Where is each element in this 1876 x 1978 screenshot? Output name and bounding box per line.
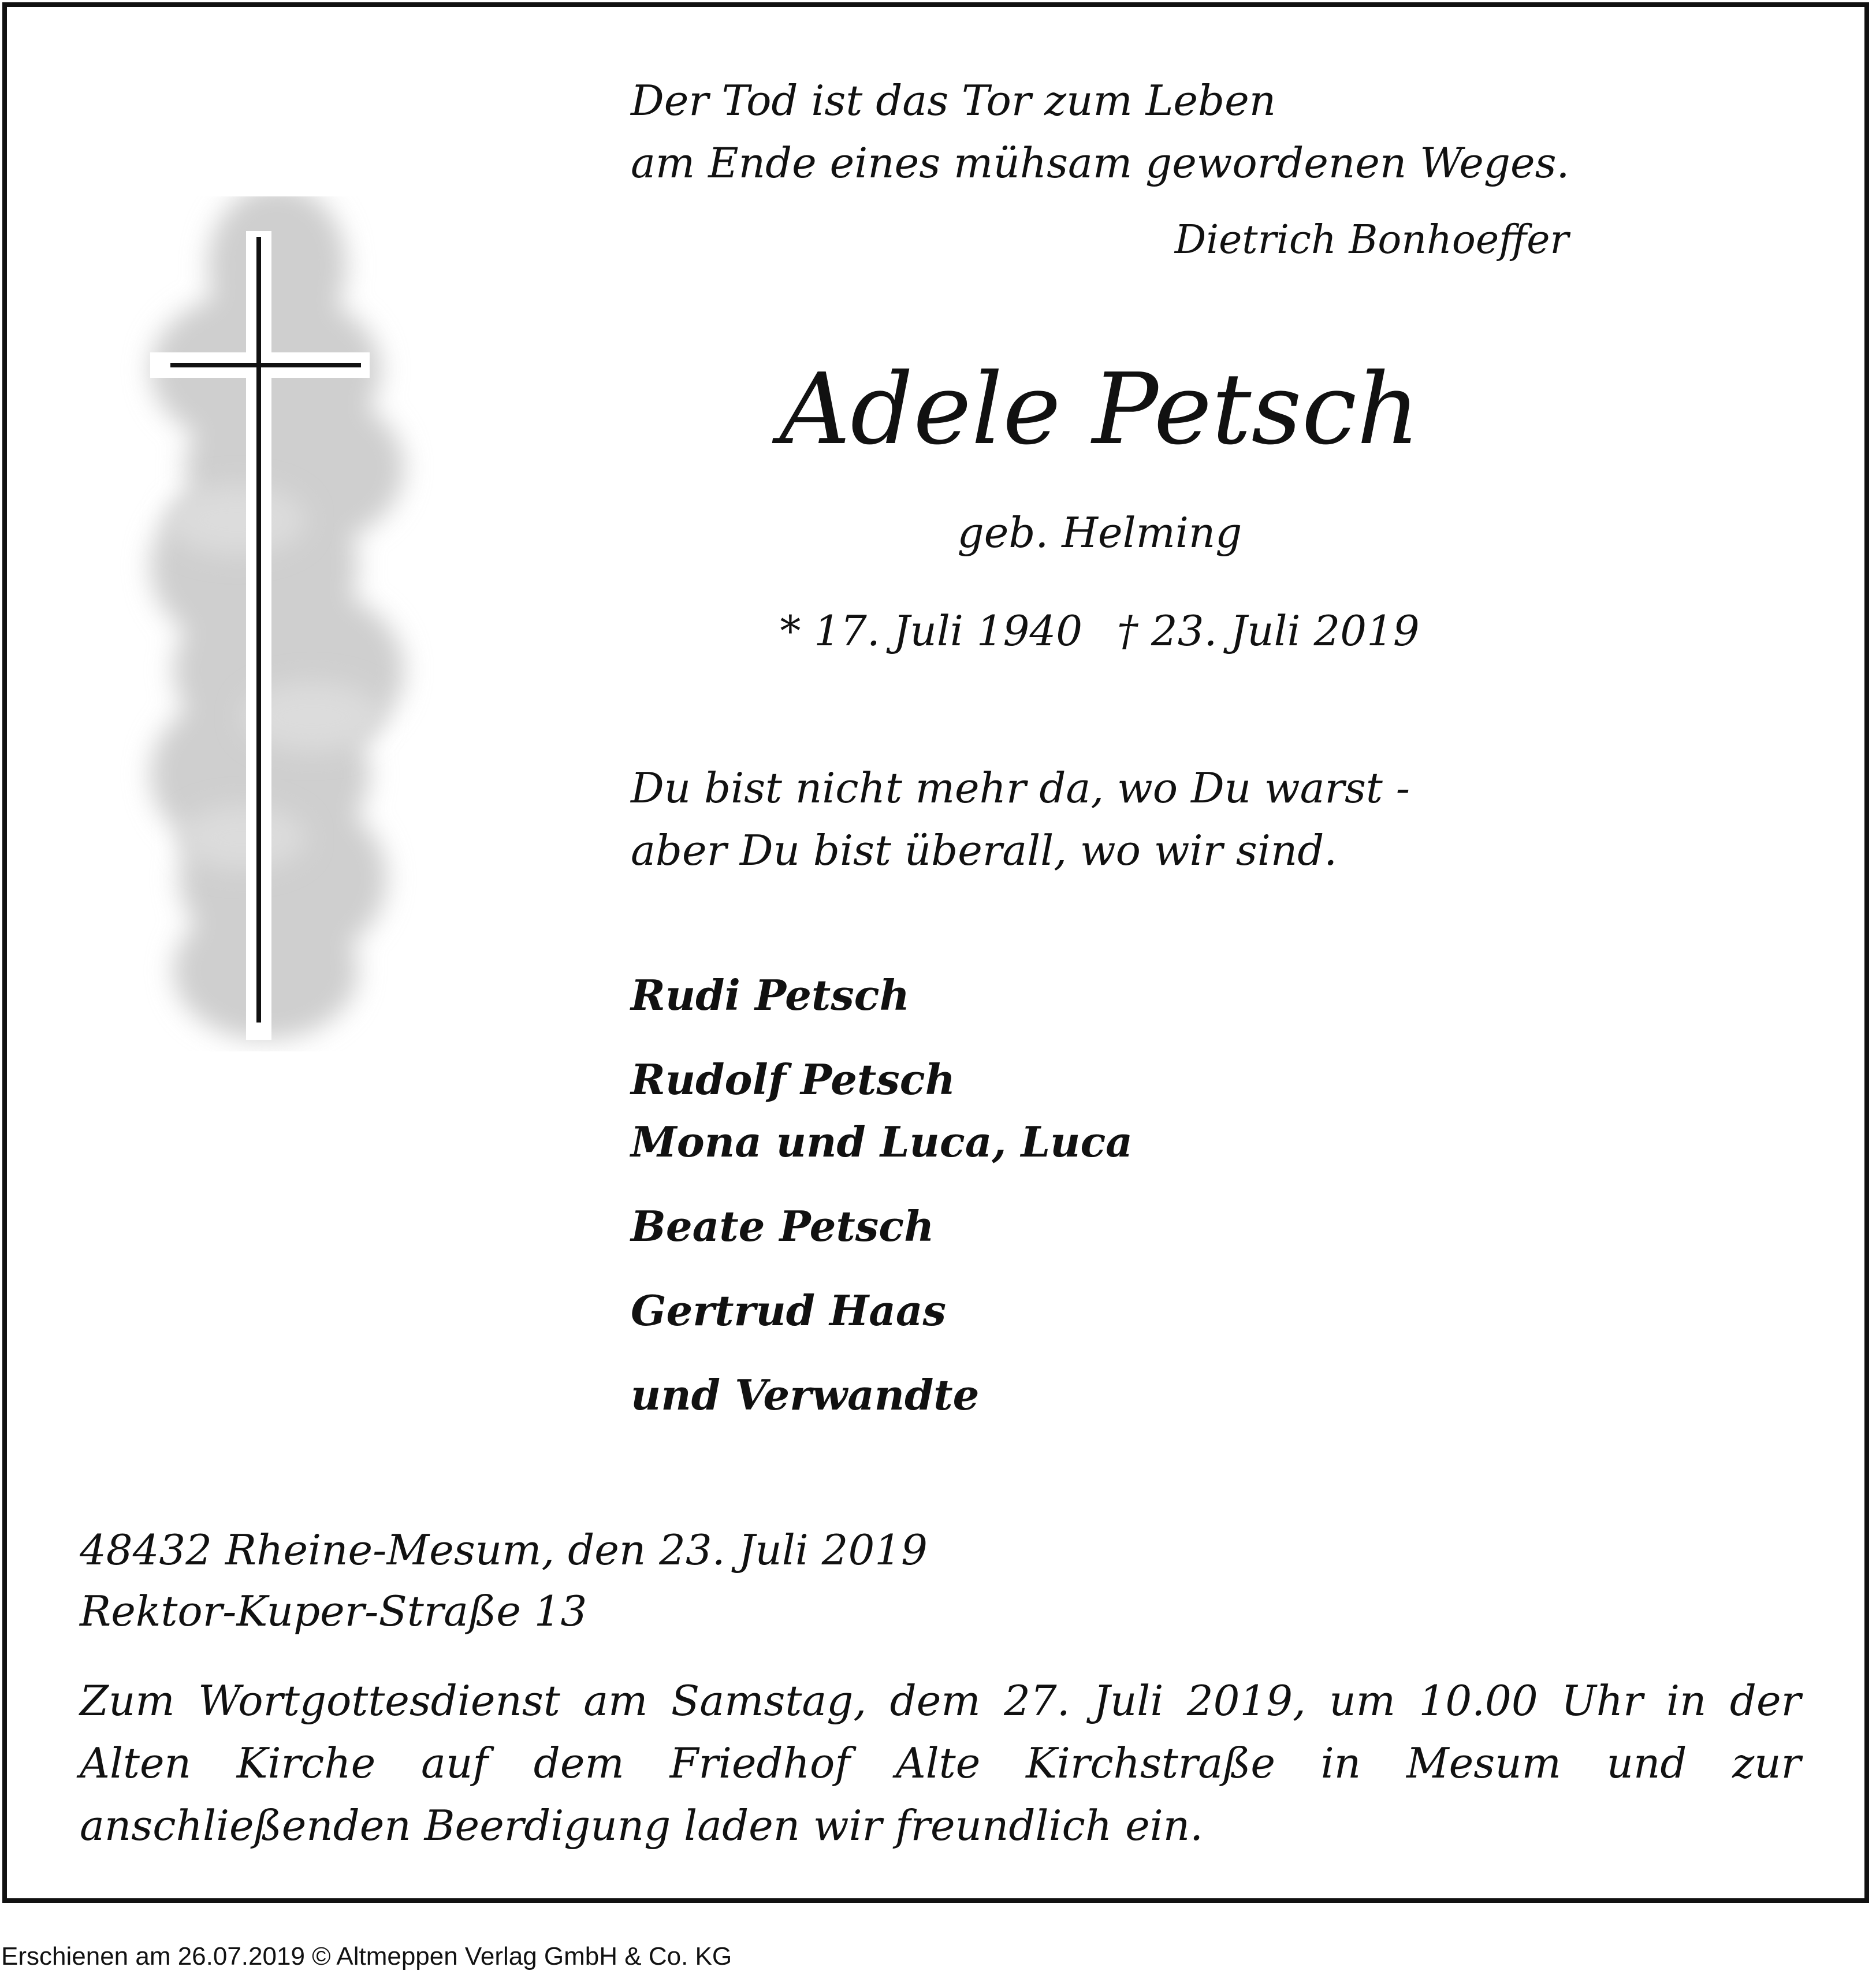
mourner-name: und Verwandte [631, 1370, 980, 1419]
address-block [80, 1519, 928, 1642]
mourner-name: Rudi Petsch [631, 971, 910, 1020]
mourner-name: Gertrud Haas [631, 1286, 947, 1335]
maiden-name: geb. Helming [957, 508, 1242, 557]
address-line-2: Rektor-Kuper-Straße 13 [80, 1587, 587, 1635]
cross-icon [104, 196, 451, 1051]
death-date: † 23. Juli 2019 [1117, 607, 1420, 655]
verse-line-1: Du bist nicht mehr da, wo Du warst - [631, 764, 1410, 812]
epigraph-line-2: am Ende eines mühsam gewordenen Weges. [631, 139, 1570, 187]
mourner-name: Beate Petsch [631, 1202, 935, 1251]
cross-image [104, 196, 451, 1051]
verse-line-2: aber Du bist überall, wo wir sind. [631, 826, 1338, 875]
epigraph-line-1: Der Tod ist das Tor zum Leben [631, 76, 1276, 125]
publication-footer: Erschienen am 26.07.2019 © Altmeppen Verlag GmbH & Co. KG [1, 1942, 732, 1970]
service-announcement: Zum Wortgottesdienst am Samstag, dem 27. Juli 2019, um 10.00 Uhr in der Alten Kirche auf dem Friedhof Alte Kirchstraße in Mesum und zur anschließenden Beerdigung laden wir freundlich ein. [80, 1676, 1801, 1850]
mourner-name: Mona und Luca, Luca [631, 1117, 1133, 1166]
mourner-name: Rudolf Petsch [631, 1055, 955, 1104]
epigraph-author: Dietrich Bonhoeffer [1174, 217, 1569, 263]
address-line-1: 48432 Rheine-Mesum, den 23. Juli 2019 [80, 1526, 928, 1574]
life-dates [631, 607, 1569, 655]
epigraph-quote [631, 69, 1569, 194]
birth-date: * 17. Juli 1940 [780, 607, 1082, 655]
deceased-name: Adele Petsch [779, 352, 1420, 467]
verse [631, 757, 1410, 882]
